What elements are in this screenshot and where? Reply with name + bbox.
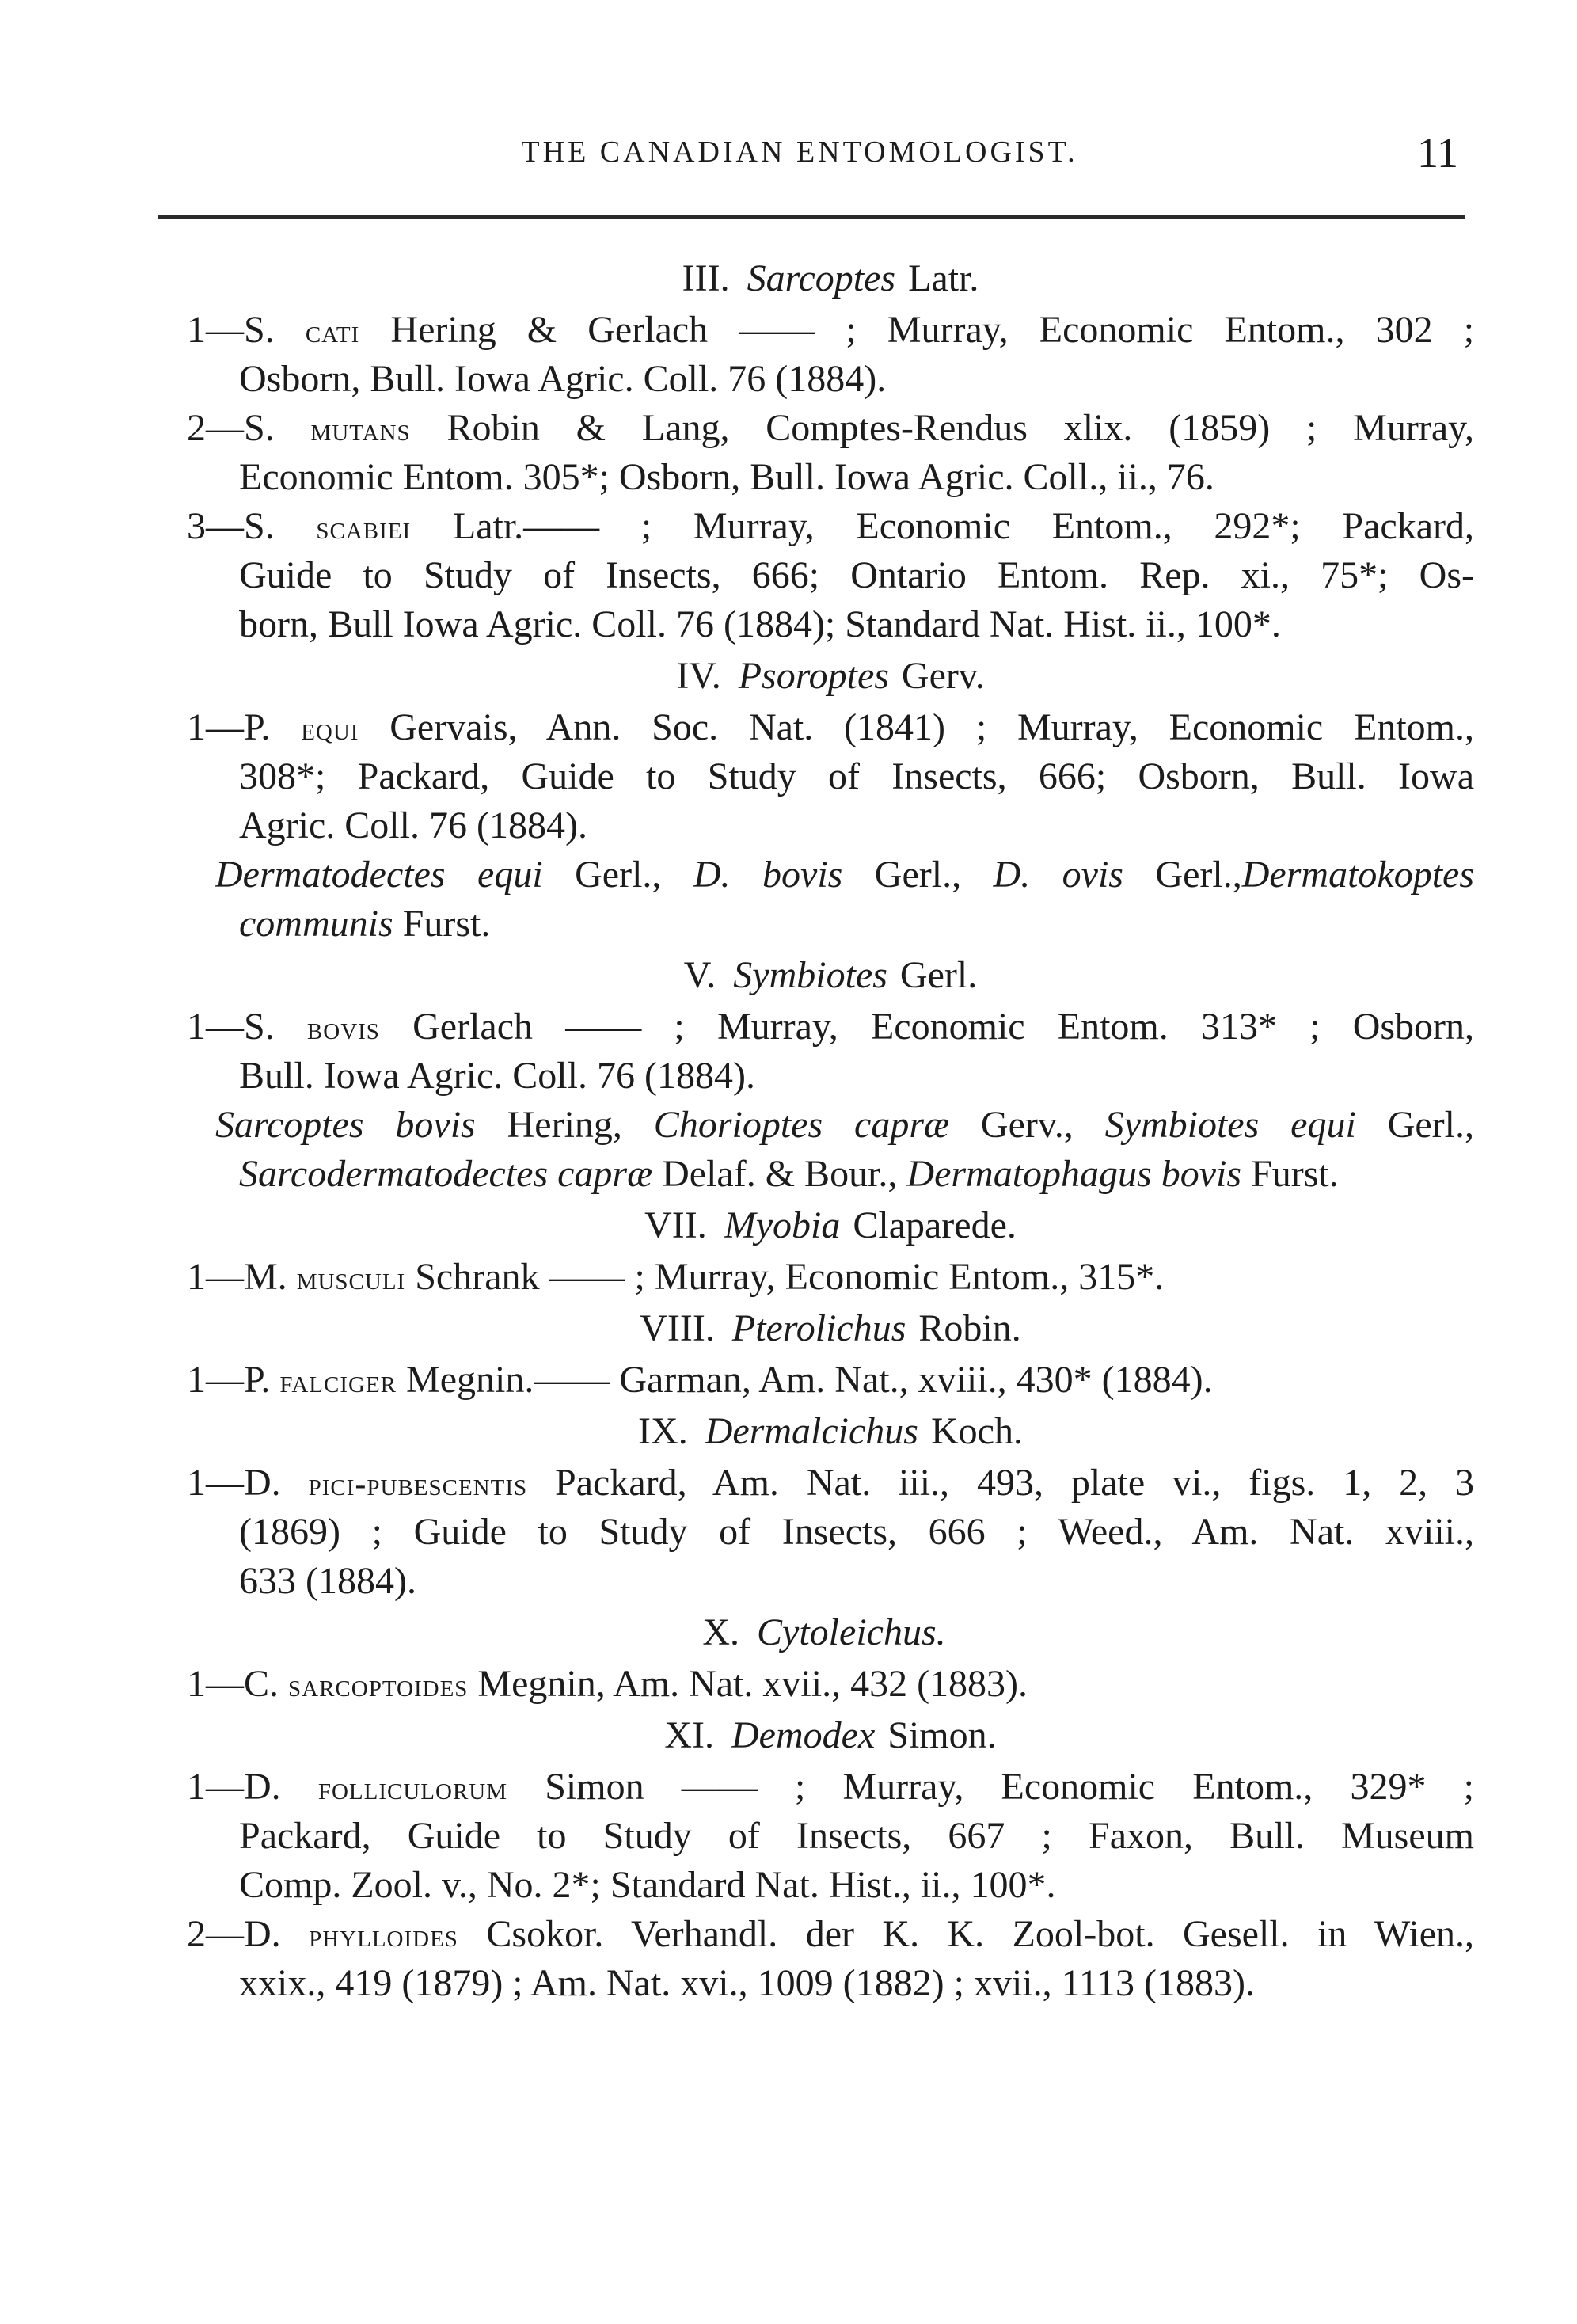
genus-numeral: III. — [682, 257, 730, 299]
species-name: musculi — [296, 1261, 406, 1297]
genus-name: Symbiotes — [733, 954, 887, 996]
synonym-authority: Gerl., — [542, 854, 694, 896]
genus-heading — [187, 649, 1474, 703]
genus-author: Gerl. — [899, 954, 978, 996]
genus-numeral: V. — [683, 954, 716, 996]
entry-first-line — [187, 1356, 1474, 1405]
genus-heading — [187, 252, 1474, 306]
species-entry — [187, 1459, 1474, 1606]
synonym-authority: Gerl., — [1123, 854, 1242, 896]
species-entry — [187, 502, 1474, 649]
citation-text: Guide to Study of Insects, 666; Ontario Entom. Rep. xi., 75*; Os- — [239, 554, 1474, 596]
genus-heading — [187, 1606, 1474, 1660]
entry-continuation-line — [187, 600, 1474, 649]
genus-name: Myobia — [724, 1204, 841, 1246]
citation-text: born, Bull Iowa Agric. Coll. 76 (1884); Standard Nat. Hist. ii., 100*. — [239, 603, 1281, 645]
citation-text: (1869) ; Guide to Study of Insects, 666 ; Weed., Am. Nat. xviii., — [239, 1511, 1474, 1553]
species-number: 1—P. — [187, 1359, 271, 1401]
genus-author: Claparede. — [853, 1204, 1016, 1246]
genus-heading — [187, 1709, 1474, 1763]
synonym-taxon: Sarcoptes bovis — [215, 1104, 476, 1146]
species-number: 1—S. — [187, 309, 275, 351]
entry-first-line — [187, 404, 1474, 453]
page-body — [187, 252, 1474, 2008]
genus-name: Sarcoptes — [747, 257, 896, 299]
synonymy — [187, 850, 1474, 949]
genus-author: Gerv. — [901, 655, 985, 697]
entry-first-line — [187, 306, 1474, 355]
synonym-authority: Hering, — [475, 1104, 654, 1146]
species-entry — [187, 1910, 1474, 2008]
entry-first-line — [187, 1459, 1474, 1508]
entry-first-line — [187, 1910, 1474, 1959]
genus-heading — [187, 949, 1474, 1002]
synonym-taxon: Symbiotes equi — [1104, 1104, 1356, 1146]
citation-text: Osborn, Bull. Iowa Agric. Coll. 76 (1884). — [239, 358, 887, 400]
genus-author: Latr. — [908, 257, 979, 299]
synonym-taxon: Sarcodermatodectes capræ — [239, 1153, 653, 1195]
citation-text: Megnin, Am. Nat. xvii., 432 (1883). — [477, 1663, 1028, 1705]
species-number: 1—D. — [187, 1766, 281, 1808]
citation-text: Packard, Am. Nat. iii., 493, plate vi., figs. 1, 2, 3 — [555, 1462, 1474, 1504]
species-name: cati — [305, 314, 360, 350]
page-number: 11 — [1417, 129, 1458, 177]
species-entry — [187, 1253, 1474, 1302]
genus-numeral: VII. — [644, 1204, 707, 1246]
citation-text: Simon —— ; Murray, Economic Entom., 329* ; — [545, 1766, 1474, 1808]
entry-continuation-line — [187, 1557, 1474, 1606]
synonym-authority: Gerl., — [842, 854, 994, 896]
genus-name: Demodex — [732, 1714, 876, 1756]
synonym-authority: Gerv., — [949, 1104, 1105, 1146]
citation-text: Latr.—— ; Murray, Economic Entom., 292*; Packard, — [452, 505, 1474, 547]
citation-text: 308*; Packard, Guide to Study of Insects, 666; Osborn, Bull. Iowa — [239, 755, 1474, 797]
species-name: bovis — [306, 1010, 380, 1047]
species-name: pici-pubescentis — [308, 1466, 528, 1503]
species-entry — [187, 1660, 1474, 1709]
species-number: 2—D. — [187, 1913, 281, 1955]
species-name: mutans — [310, 412, 411, 448]
entry-continuation-line — [187, 355, 1474, 404]
genus-heading — [187, 1302, 1474, 1356]
citation-text: Schrank —— ; Murray, Economic Entom., 315*. — [415, 1256, 1165, 1298]
genus-numeral: X. — [702, 1611, 740, 1653]
entry-continuation-line — [187, 801, 1474, 850]
header-rule — [158, 215, 1465, 219]
species-entry — [187, 306, 1474, 404]
synonym-taxon: Dermatophagus bovis — [906, 1153, 1242, 1195]
citation-text: Comp. Zool. v., No. 2*; Standard Nat. Hist., ii., 100*. — [239, 1864, 1056, 1906]
species-entry — [187, 1002, 1474, 1101]
species-entry — [187, 1356, 1474, 1405]
genus-author: Koch. — [930, 1410, 1023, 1452]
species-name: folliculorum — [317, 1771, 508, 1807]
citation-text: Bull. Iowa Agric. Coll. 76 (1884). — [239, 1055, 755, 1097]
entry-first-line — [187, 1660, 1474, 1709]
species-name: phylloides — [309, 1918, 458, 1954]
entry-continuation-line — [187, 1959, 1474, 2008]
genus-numeral: IX. — [638, 1410, 688, 1452]
species-entry — [187, 703, 1474, 850]
citation-text: Megnin.—— Garman, Am. Nat., xviii., 430* (1884). — [406, 1359, 1213, 1401]
species-entry — [187, 1763, 1474, 1910]
species-name: equi — [301, 711, 359, 747]
entry-first-line — [187, 1763, 1474, 1812]
species-number: 2—S. — [187, 407, 275, 449]
entry-first-line — [187, 1002, 1474, 1052]
entry-continuation-line — [187, 551, 1474, 600]
synonymy — [187, 1101, 1474, 1199]
species-number: 1—C. — [187, 1663, 279, 1705]
genus-author: Robin. — [918, 1307, 1021, 1349]
synonym-taxon: D. bovis — [693, 854, 843, 896]
citation-text: Hering & Gerlach —— ; Murray, Economic Entom., 302 ; — [390, 309, 1474, 351]
synonym-taxon: communis — [239, 903, 393, 945]
species-number: 1—S. — [187, 1006, 275, 1048]
entry-first-line — [187, 703, 1474, 752]
genus-name: Pterolichus — [732, 1307, 906, 1349]
synonym-taxon: D. ovis — [993, 854, 1123, 896]
synonym-line — [187, 1150, 1474, 1199]
genus-numeral: VIII. — [640, 1307, 715, 1349]
citation-text: Gervais, Ann. Soc. Nat. (1841) ; Murray, Economic Entom., — [390, 706, 1474, 748]
entry-continuation-line — [187, 1812, 1474, 1861]
running-header-title: THE CANADIAN ENTOMOLOGIST. — [521, 135, 1078, 169]
genus-name: Psoroptes — [738, 655, 889, 697]
entry-continuation-line — [187, 1052, 1474, 1101]
citation-text: Csokor. Verhandl. der K. K. Zool-bot. Gesell. in Wien., — [486, 1913, 1474, 1955]
citation-text: Packard, Guide to Study of Insects, 667 ; Faxon, Bull. Museum — [239, 1815, 1474, 1857]
genus-numeral: IV. — [676, 655, 721, 697]
species-number: 1—M. — [187, 1256, 287, 1298]
genus-name: Dermalcichus — [705, 1410, 918, 1452]
species-number: 3—S. — [187, 505, 275, 547]
entry-first-line — [187, 502, 1474, 551]
citation-text: 633 (1884). — [239, 1560, 416, 1602]
citation-text: xxix., 419 (1879) ; Am. Nat. xvi., 1009 (1882) ; xvii., 1113 (1883). — [239, 1962, 1256, 2004]
synonym-line — [187, 850, 1474, 900]
entry-first-line — [187, 1253, 1474, 1302]
synonym-authority: Delaf. & Bour., — [652, 1153, 907, 1195]
entry-continuation-line — [187, 1508, 1474, 1557]
entry-continuation-line — [187, 1861, 1474, 1910]
species-name: scabiei — [316, 510, 412, 546]
species-number: 1—D. — [187, 1462, 281, 1504]
citation-text: Gerlach —— ; Murray, Economic Entom. 313* ; Osborn, — [412, 1006, 1474, 1048]
synonym-authority: Furst. — [393, 903, 491, 945]
species-number: 1—P. — [187, 706, 271, 748]
synonym-line — [187, 1101, 1474, 1150]
synonym-authority: Gerl., — [1355, 1104, 1474, 1146]
entry-continuation-line — [187, 453, 1474, 502]
species-name: falciger — [279, 1364, 397, 1400]
citation-text: Agric. Coll. 76 (1884). — [239, 804, 587, 846]
genus-heading — [187, 1405, 1474, 1459]
synonym-authority: Furst. — [1241, 1153, 1339, 1195]
genus-name: Cytoleichus. — [757, 1611, 946, 1653]
species-name: sarcoptoides — [288, 1668, 469, 1704]
synonym-taxon: Chorioptes capræ — [653, 1104, 950, 1146]
genus-author: Simon. — [887, 1714, 997, 1756]
citation-text: Robin & Lang, Comptes-Rendus xlix. (1859) ; Murray, — [446, 407, 1474, 449]
species-entry — [187, 404, 1474, 502]
synonym-line — [187, 900, 1474, 949]
genus-numeral: XI. — [664, 1714, 715, 1756]
synonym-taxon: Dermatodectes equi — [215, 854, 543, 896]
genus-heading — [187, 1199, 1474, 1253]
entry-continuation-line — [187, 752, 1474, 801]
synonym-taxon: Dermatokoptes — [1241, 854, 1474, 896]
citation-text: Economic Entom. 305*; Osborn, Bull. Iowa Agric. Coll., ii., 76. — [239, 456, 1214, 498]
